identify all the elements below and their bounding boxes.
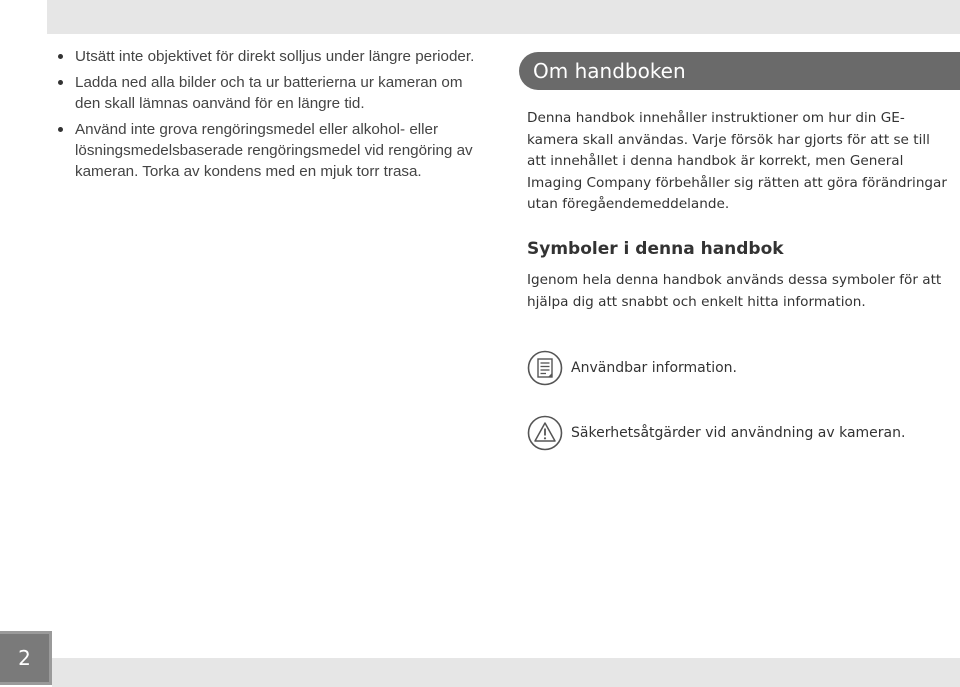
top-bar xyxy=(47,0,960,34)
legend-label-warning: Säkerhetsåtgärder vid användning av kameran. xyxy=(571,425,906,441)
about-paragraph: Denna handbok innehåller instruktioner om hur din GE-kamera skall användas. Varje försök har gjorts för att se till att innehållet i denna handbok är korrekt, men General Imaging Company förbehåller sig rätten att göra förändringar utan föregåendemeddelande. xyxy=(527,110,947,212)
list-item: Ladda ned alla bilder och ta ur batterierna ur kameran om den skall lämnas oanvänd för en längre tid. xyxy=(55,72,475,114)
page-number: 2 xyxy=(0,631,52,685)
care-tips-list xyxy=(55,46,475,182)
symbols-heading: Symboler i denna handbok xyxy=(527,239,784,259)
care-tips-column xyxy=(55,46,475,187)
list-item: Använd inte grova rengöringsmedel eller alkohol- eller lösningsmedelsbaserade rengöringsmedel vid rengöring av kameran. Torka av kondens med en mjuk torr trasa. xyxy=(55,119,475,182)
about-section xyxy=(527,108,947,216)
symbols-paragraph: Igenom hela denna handbok används dessa symboler för att hjälpa dig att snabbt och enkelt hitta information. xyxy=(527,272,942,310)
list-item: Utsätt inte objektivet för direkt solljus under längre perioder. xyxy=(55,46,475,67)
section-heading-about: Om handboken xyxy=(519,52,960,90)
legend-label-note: Användbar information. xyxy=(571,360,737,376)
bottom-bar xyxy=(52,658,960,687)
warning-icon xyxy=(527,415,563,451)
note-icon xyxy=(527,350,563,386)
legend-item-note xyxy=(527,350,737,386)
legend-item-warning xyxy=(527,415,905,451)
